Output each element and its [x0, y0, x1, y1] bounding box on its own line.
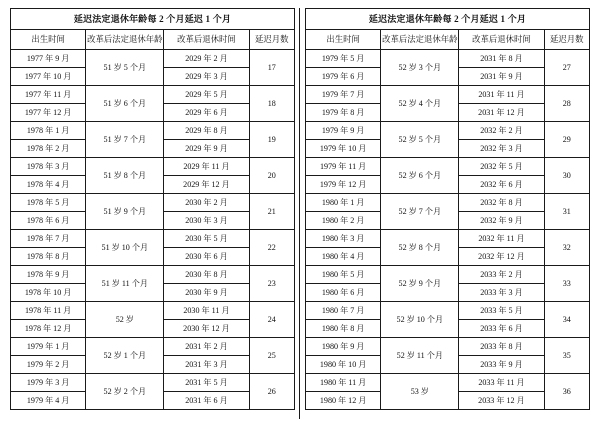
birth-date-cell: 1978 年 2 月 — [11, 140, 86, 158]
column-header: 改革后法定退休年龄 — [86, 30, 164, 50]
retirement-date-cell: 2032 年 12 月 — [459, 248, 544, 266]
birth-date-cell: 1980 年 11 月 — [306, 374, 381, 392]
delay-months-cell: 30 — [544, 158, 589, 194]
retirement-date-cell: 2029 年 2 月 — [164, 50, 249, 68]
retirement-date-cell: 2029 年 5 月 — [164, 86, 249, 104]
birth-date-cell: 1979 年 9 月 — [306, 122, 381, 140]
birth-date-cell: 1979 年 7 月 — [306, 86, 381, 104]
retirement-date-cell: 2033 年 5 月 — [459, 302, 544, 320]
retirement-date-cell: 2033 年 3 月 — [459, 284, 544, 302]
retirement-date-cell: 2033 年 8 月 — [459, 338, 544, 356]
delay-months-cell: 22 — [249, 230, 294, 266]
retirement-date-cell: 2029 年 6 月 — [164, 104, 249, 122]
birth-date-cell: 1980 年 3 月 — [306, 230, 381, 248]
birth-date-cell: 1979 年 3 月 — [11, 374, 86, 392]
table-row — [306, 50, 590, 68]
delay-months-cell: 24 — [249, 302, 294, 338]
column-header: 出生时间 — [306, 30, 381, 50]
retirement-date-cell: 2030 年 3 月 — [164, 212, 249, 230]
retirement-date-cell: 2031 年 11 月 — [459, 86, 544, 104]
retirement-date-cell: 2033 年 6 月 — [459, 320, 544, 338]
retirement-age-cell: 52 岁 6 个月 — [381, 158, 459, 194]
column-header: 改革后退休时间 — [164, 30, 249, 50]
birth-date-cell: 1977 年 12 月 — [11, 104, 86, 122]
retirement-date-cell: 2031 年 9 月 — [459, 68, 544, 86]
birth-date-cell: 1978 年 3 月 — [11, 158, 86, 176]
table-title-row — [306, 9, 590, 30]
delay-months-cell: 20 — [249, 158, 294, 194]
birth-date-cell: 1980 年 1 月 — [306, 194, 381, 212]
retirement-date-cell: 2032 年 5 月 — [459, 158, 544, 176]
retirement-age-cell: 52 岁 1 个月 — [86, 338, 164, 374]
birth-date-cell: 1980 年 6 月 — [306, 284, 381, 302]
retirement-date-cell: 2033 年 12 月 — [459, 392, 544, 410]
table-row — [306, 302, 590, 320]
birth-date-cell: 1979 年 4 月 — [11, 392, 86, 410]
delay-months-cell: 17 — [249, 50, 294, 86]
table-header-row — [306, 30, 590, 50]
birth-date-cell: 1979 年 5 月 — [306, 50, 381, 68]
table-title: 延迟法定退休年龄每 2 个月延迟 1 个月 — [11, 9, 295, 30]
column-header: 延迟月数 — [544, 30, 589, 50]
column-header: 出生时间 — [11, 30, 86, 50]
birth-date-cell: 1980 年 9 月 — [306, 338, 381, 356]
retirement-date-cell: 2030 年 2 月 — [164, 194, 249, 212]
table-title-row — [11, 9, 295, 30]
birth-date-cell: 1979 年 1 月 — [11, 338, 86, 356]
delay-months-cell: 36 — [544, 374, 589, 410]
delay-months-cell: 25 — [249, 338, 294, 374]
retirement-age-cell: 53 岁 — [381, 374, 459, 410]
retirement-age-cell: 52 岁 8 个月 — [381, 230, 459, 266]
table-row — [11, 194, 295, 212]
birth-date-cell: 1978 年 1 月 — [11, 122, 86, 140]
table-row — [11, 266, 295, 284]
birth-date-cell: 1980 年 4 月 — [306, 248, 381, 266]
delay-months-cell: 29 — [544, 122, 589, 158]
delay-months-cell: 27 — [544, 50, 589, 86]
column-header: 改革后退休时间 — [459, 30, 544, 50]
retirement-age-cell: 52 岁 4 个月 — [381, 86, 459, 122]
retirement-date-cell: 2031 年 5 月 — [164, 374, 249, 392]
retirement-schedule-table-right — [305, 8, 590, 410]
table-row — [306, 122, 590, 140]
table-row — [306, 338, 590, 356]
vertical-divider — [299, 8, 300, 419]
right-table-body — [306, 9, 590, 410]
retirement-date-cell: 2029 年 9 月 — [164, 140, 249, 158]
retirement-schedule-table-left — [10, 8, 295, 410]
table-row — [11, 302, 295, 320]
table-title: 延迟法定退休年龄每 2 个月延迟 1 个月 — [306, 9, 590, 30]
delay-months-cell: 19 — [249, 122, 294, 158]
retirement-age-cell: 51 岁 5 个月 — [86, 50, 164, 86]
retirement-date-cell: 2030 年 8 月 — [164, 266, 249, 284]
column-header: 延迟月数 — [249, 30, 294, 50]
retirement-age-cell: 52 岁 11 个月 — [381, 338, 459, 374]
retirement-age-cell: 52 岁 5 个月 — [381, 122, 459, 158]
retirement-age-cell: 51 岁 8 个月 — [86, 158, 164, 194]
retirement-date-cell: 2032 年 11 月 — [459, 230, 544, 248]
delay-months-cell: 23 — [249, 266, 294, 302]
retirement-date-cell: 2029 年 11 月 — [164, 158, 249, 176]
birth-date-cell: 1979 年 8 月 — [306, 104, 381, 122]
retirement-age-cell: 52 岁 2 个月 — [86, 374, 164, 410]
retirement-date-cell: 2033 年 9 月 — [459, 356, 544, 374]
table-header-row — [11, 30, 295, 50]
retirement-date-cell: 2032 年 2 月 — [459, 122, 544, 140]
retirement-date-cell: 2031 年 6 月 — [164, 392, 249, 410]
retirement-date-cell: 2031 年 12 月 — [459, 104, 544, 122]
retirement-date-cell: 2031 年 2 月 — [164, 338, 249, 356]
table-row — [306, 230, 590, 248]
table-row — [11, 374, 295, 392]
birth-date-cell: 1980 年 5 月 — [306, 266, 381, 284]
retirement-date-cell: 2032 年 3 月 — [459, 140, 544, 158]
birth-date-cell: 1980 年 7 月 — [306, 302, 381, 320]
retirement-date-cell: 2032 年 9 月 — [459, 212, 544, 230]
retirement-date-cell: 2031 年 8 月 — [459, 50, 544, 68]
birth-date-cell: 1978 年 12 月 — [11, 320, 86, 338]
delay-months-cell: 32 — [544, 230, 589, 266]
birth-date-cell: 1979 年 10 月 — [306, 140, 381, 158]
right-schedule-panel — [305, 8, 590, 419]
table-row — [306, 374, 590, 392]
birth-date-cell: 1978 年 8 月 — [11, 248, 86, 266]
retirement-date-cell: 2031 年 3 月 — [164, 356, 249, 374]
retirement-age-cell: 52 岁 7 个月 — [381, 194, 459, 230]
birth-date-cell: 1979 年 12 月 — [306, 176, 381, 194]
birth-date-cell: 1978 年 10 月 — [11, 284, 86, 302]
birth-date-cell: 1978 年 5 月 — [11, 194, 86, 212]
delay-months-cell: 21 — [249, 194, 294, 230]
retirement-date-cell: 2030 年 12 月 — [164, 320, 249, 338]
delay-months-cell: 28 — [544, 86, 589, 122]
table-row — [306, 158, 590, 176]
birth-date-cell: 1977 年 11 月 — [11, 86, 86, 104]
table-row — [11, 230, 295, 248]
retirement-date-cell: 2029 年 12 月 — [164, 176, 249, 194]
birth-date-cell: 1979 年 11 月 — [306, 158, 381, 176]
delay-months-cell: 26 — [249, 374, 294, 410]
retirement-date-cell: 2030 年 9 月 — [164, 284, 249, 302]
birth-date-cell: 1979 年 6 月 — [306, 68, 381, 86]
delay-months-cell: 31 — [544, 194, 589, 230]
table-row — [11, 50, 295, 68]
delay-months-cell: 33 — [544, 266, 589, 302]
birth-date-cell: 1980 年 8 月 — [306, 320, 381, 338]
table-row — [11, 86, 295, 104]
table-row — [11, 338, 295, 356]
retirement-age-cell: 52 岁 3 个月 — [381, 50, 459, 86]
birth-date-cell: 1978 年 6 月 — [11, 212, 86, 230]
birth-date-cell: 1980 年 2 月 — [306, 212, 381, 230]
retirement-age-cell: 52 岁 — [86, 302, 164, 338]
table-row — [11, 158, 295, 176]
table-row — [306, 86, 590, 104]
left-schedule-panel — [10, 8, 295, 419]
retirement-date-cell: 2029 年 3 月 — [164, 68, 249, 86]
retirement-date-cell: 2033 年 11 月 — [459, 374, 544, 392]
retirement-date-cell: 2030 年 5 月 — [164, 230, 249, 248]
birth-date-cell: 1980 年 10 月 — [306, 356, 381, 374]
delay-months-cell: 34 — [544, 302, 589, 338]
retirement-age-cell: 51 岁 9 个月 — [86, 194, 164, 230]
retirement-date-cell: 2032 年 6 月 — [459, 176, 544, 194]
retirement-date-cell: 2030 年 11 月 — [164, 302, 249, 320]
retirement-age-cell: 52 岁 9 个月 — [381, 266, 459, 302]
retirement-age-cell: 51 岁 6 个月 — [86, 86, 164, 122]
retirement-age-cell: 51 岁 10 个月 — [86, 230, 164, 266]
retirement-date-cell: 2030 年 6 月 — [164, 248, 249, 266]
retirement-date-cell: 2033 年 2 月 — [459, 266, 544, 284]
delay-months-cell: 35 — [544, 338, 589, 374]
retirement-date-cell: 2029 年 8 月 — [164, 122, 249, 140]
retirement-age-cell: 52 岁 10 个月 — [381, 302, 459, 338]
birth-date-cell: 1980 年 12 月 — [306, 392, 381, 410]
retirement-age-cell: 51 岁 7 个月 — [86, 122, 164, 158]
birth-date-cell: 1977 年 10 月 — [11, 68, 86, 86]
table-row — [306, 266, 590, 284]
retirement-date-cell: 2032 年 8 月 — [459, 194, 544, 212]
column-header: 改革后法定退休年龄 — [381, 30, 459, 50]
table-row — [306, 194, 590, 212]
retirement-age-cell: 51 岁 11 个月 — [86, 266, 164, 302]
birth-date-cell: 1977 年 9 月 — [11, 50, 86, 68]
birth-date-cell: 1978 年 9 月 — [11, 266, 86, 284]
left-table-body — [11, 9, 295, 410]
delay-months-cell: 18 — [249, 86, 294, 122]
birth-date-cell: 1978 年 11 月 — [11, 302, 86, 320]
birth-date-cell: 1978 年 4 月 — [11, 176, 86, 194]
birth-date-cell: 1979 年 2 月 — [11, 356, 86, 374]
table-row — [11, 122, 295, 140]
birth-date-cell: 1978 年 7 月 — [11, 230, 86, 248]
